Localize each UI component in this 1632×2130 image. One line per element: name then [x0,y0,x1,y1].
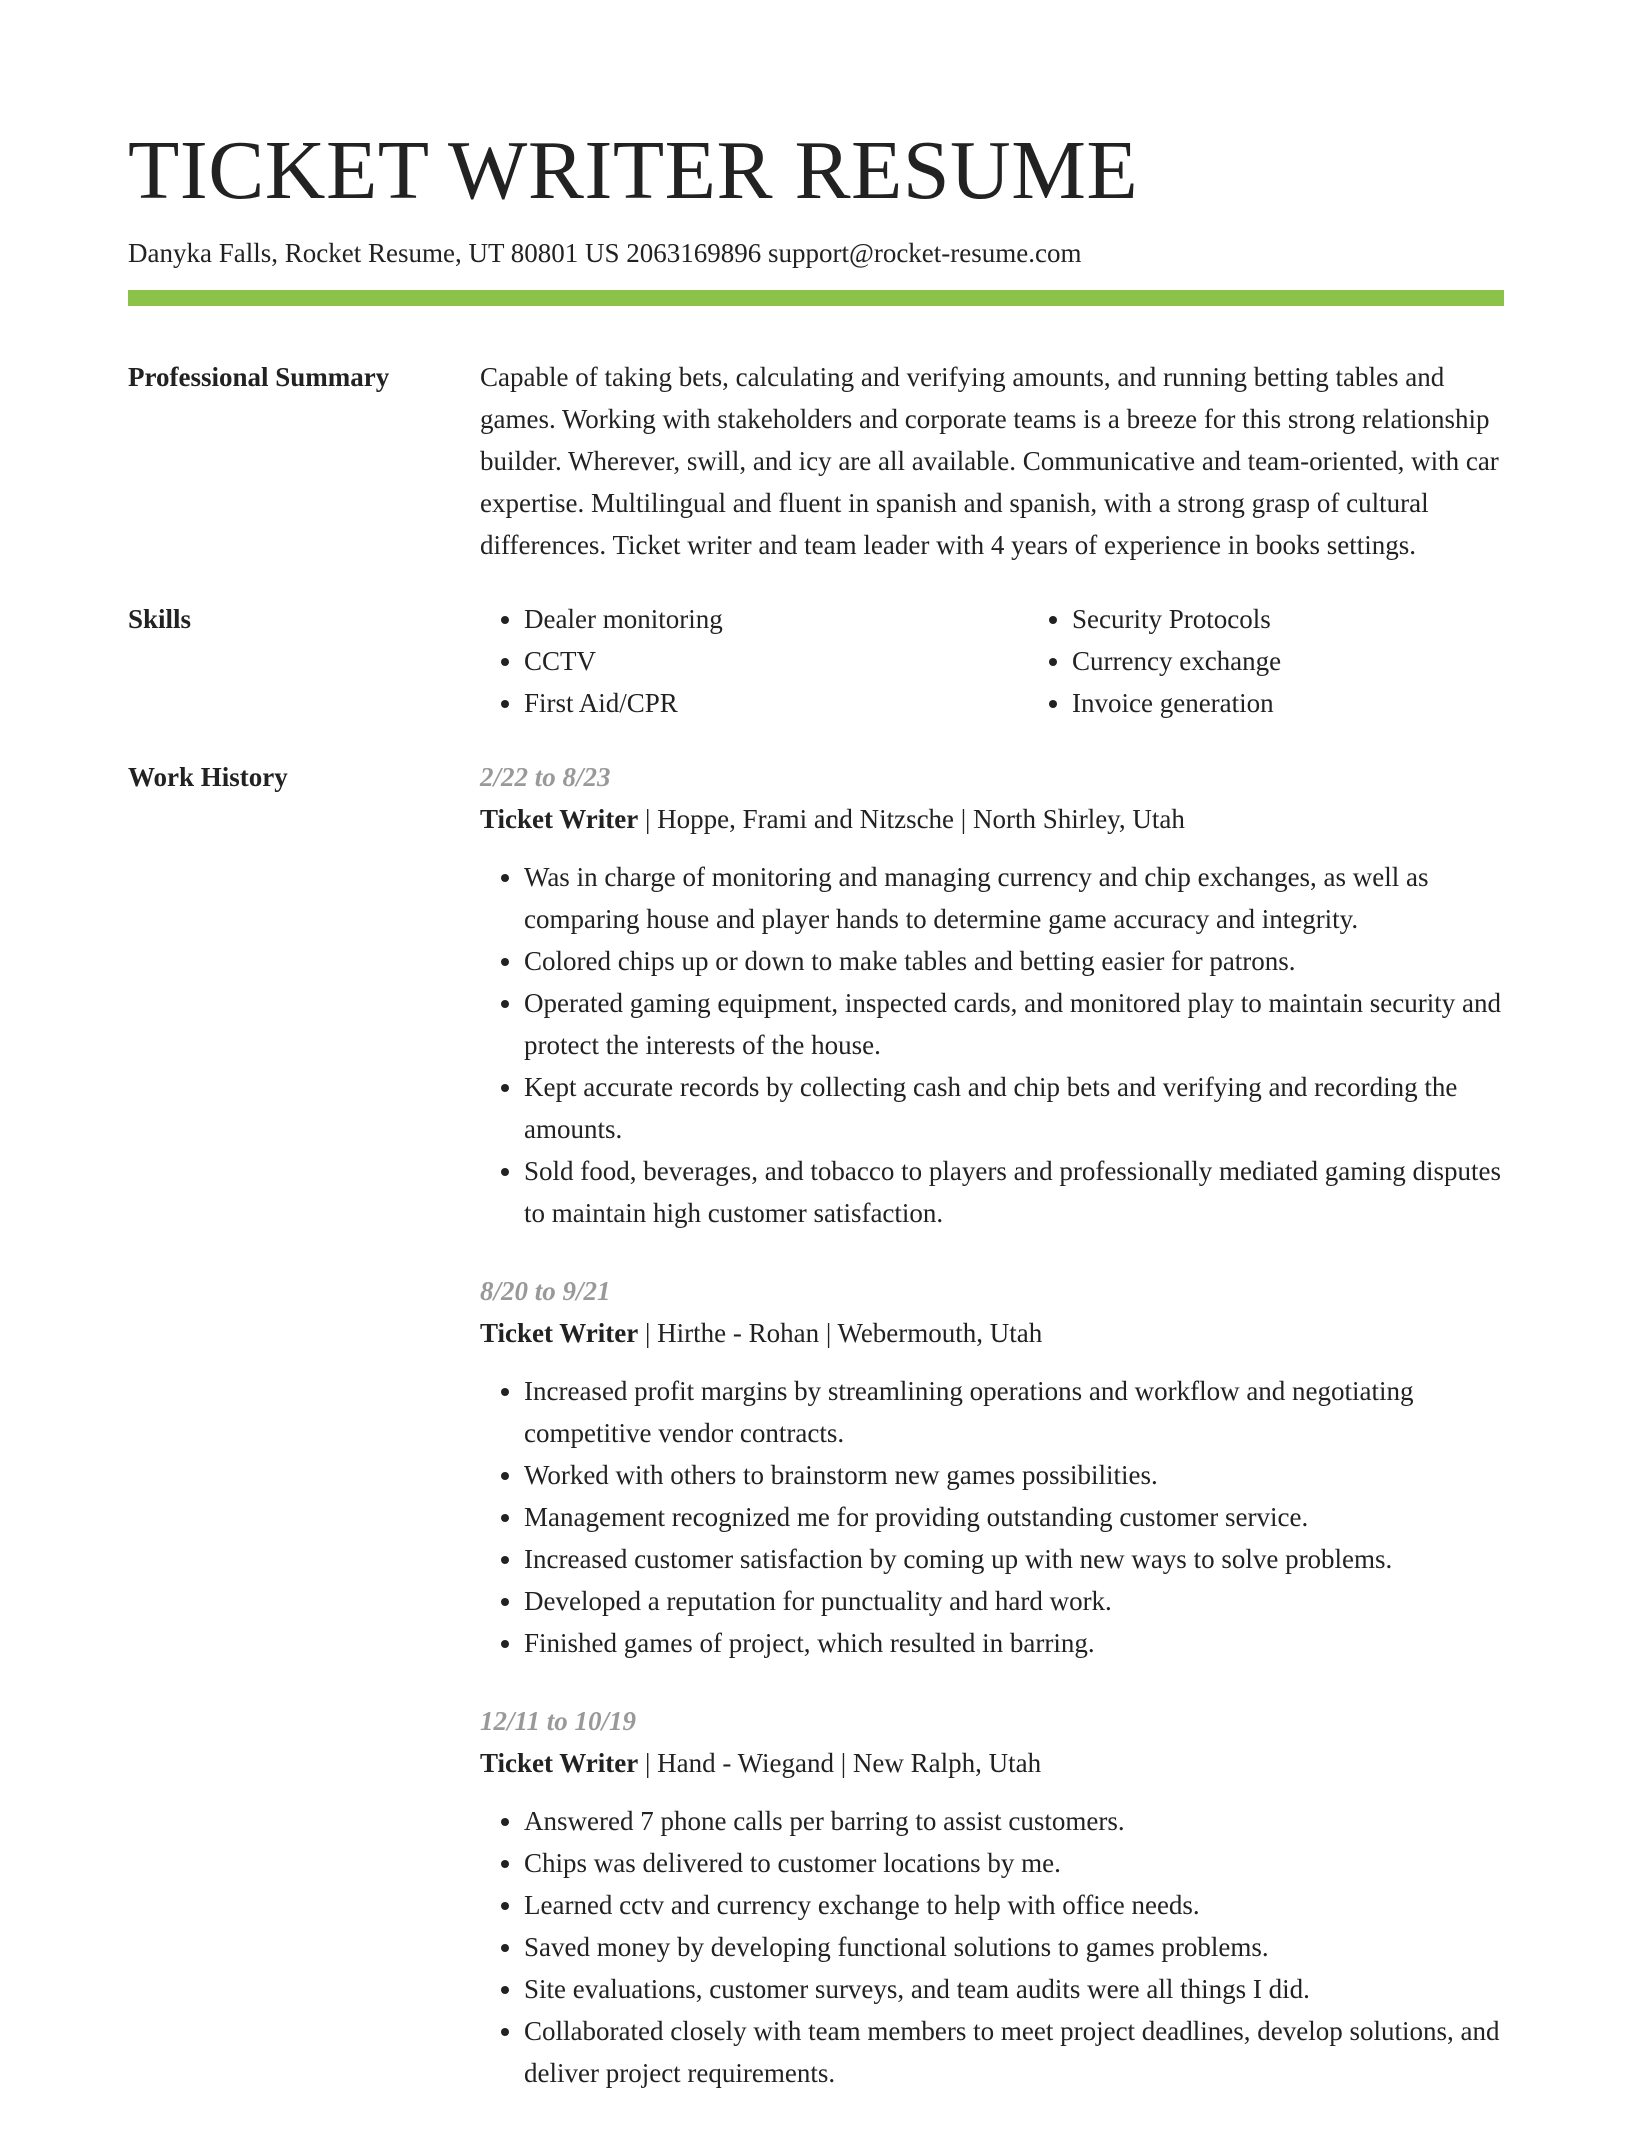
summary-section [128,356,1504,566]
skill-item: • Dealer monitoring [524,598,1028,640]
job-details: | Hand - Wiegand | New Ralph, Utah [638,1748,1042,1778]
job-bullet-list [480,1800,1504,2094]
job-date: 2/22 to 8/23 [480,762,611,792]
resume-page [128,126,1504,2130]
skill-item: • First Aid/CPR [524,682,1028,724]
job-entry [480,1270,1504,1664]
skill-item: • Security Protocols [1072,598,1576,640]
skills-label: Skills [128,604,192,634]
job-heading [480,1312,1504,1354]
job-bullet: • Sold food, beverages, and tobacco to players and professionally mediated gaming disputes to maintain high customer satisfaction. [524,1150,1504,1234]
job-bullet-list [480,1370,1504,1664]
skills-section [128,598,1504,724]
job-title: Ticket Writer [480,1748,639,1778]
job-bullet: • Worked with others to brainstorm new games possibilities. [524,1454,1504,1496]
job-bullet: • Collaborated closely with team members to meet project deadlines, develop solutions, and deliver project requirements. [524,2010,1504,2094]
summary-label: Professional Summary [128,362,390,392]
job-entry [480,1700,1504,2094]
skill-item: • Invoice generation [1072,682,1576,724]
job-bullet: • Increased customer satisfaction by coming up with new ways to solve problems. [524,1538,1504,1580]
job-date: 12/11 to 10/19 [480,1706,637,1736]
skill-item: • CCTV [524,640,1028,682]
job-title: Ticket Writer [480,1318,639,1348]
job-bullet: • Increased profit margins by streamlining operations and workflow and negotiating competitive vendor contracts. [524,1370,1504,1454]
job-bullet: • Chips was delivered to customer locations by me. [524,1842,1504,1884]
skills-grid [480,598,1576,724]
work-history-label: Work History [128,762,288,792]
job-bullet: • Kept accurate records by collecting cash and chip bets and verifying and recording the amounts. [524,1066,1504,1150]
skills-list-right [1028,598,1576,724]
job-title: Ticket Writer [480,804,639,834]
job-date: 8/20 to 9/21 [480,1276,611,1306]
resume-title: TICKET WRITER RESUME [128,124,1139,217]
job-bullet: • Operated gaming equipment, inspected cards, and monitored play to maintain security and protect the interests of the house. [524,982,1504,1066]
contact-line: Danyka Falls, Rocket Resume, UT 80801 US 2063169896 support@rocket-resume.com [128,238,1082,268]
job-bullet: • Colored chips up or down to make tables and betting easier for patrons. [524,940,1504,982]
job-heading [480,798,1504,840]
work-history-section [128,756,1504,2130]
job-details: | Hirthe - Rohan | Webermouth, Utah [638,1318,1043,1348]
job-bullet: • Management recognized me for providing outstanding customer service. [524,1496,1504,1538]
job-details: | Hoppe, Frami and Nitzsche | North Shirley, Utah [638,804,1185,834]
skill-item: • Currency exchange [1072,640,1576,682]
job-bullet: • Answered 7 phone calls per barring to assist customers. [524,1800,1504,1842]
job-bullet: • Was in charge of monitoring and managing currency and chip exchanges, as well as comparing house and player hands to determine game accuracy and integrity. [524,856,1504,940]
job-bullet-list [480,856,1504,1234]
job-bullet: • Developed a reputation for punctuality and hard work. [524,1580,1504,1622]
job-bullet: • Site evaluations, customer surveys, and team audits were all things I did. [524,1968,1504,2010]
job-bullet: • Saved money by developing functional solutions to games problems. [524,1926,1504,1968]
job-bullet: • Learned cctv and currency exchange to help with office needs. [524,1884,1504,1926]
job-entry [480,756,1504,1234]
job-heading [480,1742,1504,1784]
header-divider [128,290,1504,306]
skills-list-left [480,598,1028,724]
summary-text: Capable of taking bets, calculating and verifying amounts, and running betting tables and games. Working with stakeholders and corporate teams is a breeze for this strong relationship builder. Wherever, swill, and icy are all available. Communicative and team-oriented, with car expertise. Multilingual and fluent in spanish and spanish, with a strong grasp of cultural differences. Ticket writer and team leader with 4 years of experience in books settings. [480,362,1499,560]
job-bullet: • Finished games of project, which resulted in barring. [524,1622,1504,1664]
